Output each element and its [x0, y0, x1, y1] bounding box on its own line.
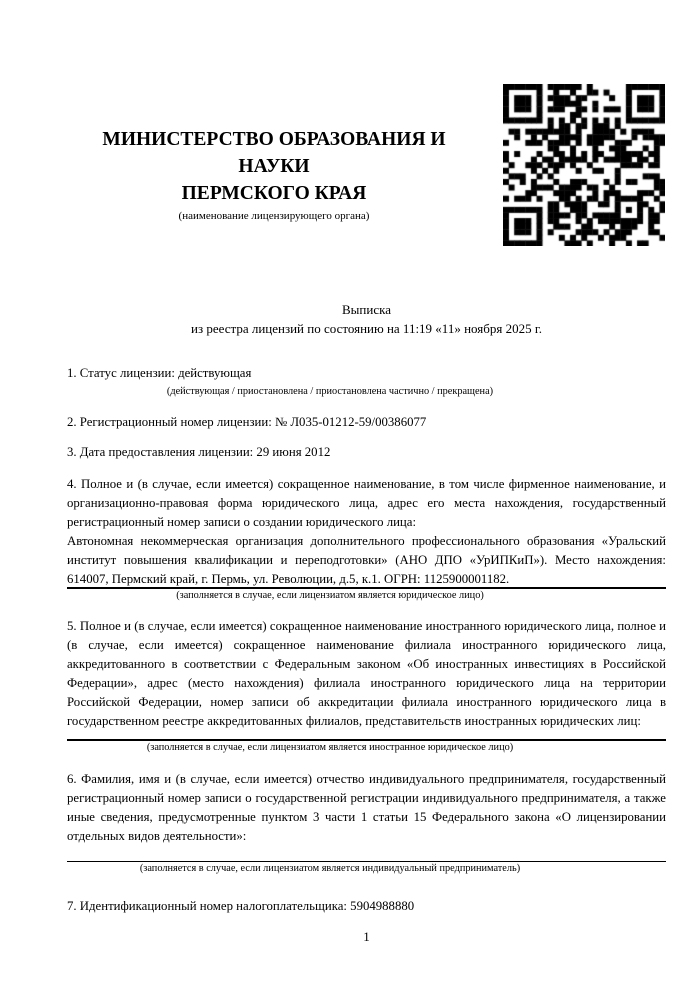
- ministry-name-line2: ПЕРМСКОГО КРАЯ: [181, 183, 367, 204]
- ministry-name: [67, 126, 481, 207]
- item-1-note: (действующая / приостановлена / приостановлена частично / прекращена): [166, 386, 494, 397]
- item-5-foreign-entity: [67, 617, 666, 755]
- item-7-taxpayer-number: 7. Идентификационный номер налогоплательщика: 5904988880: [67, 899, 415, 913]
- item-4-label: 4. Полное и (в случае, если имеется) сокращенное наименование, в том числе фирменное наименование, и организационно-правовая форма юридического лица, адрес его места нахождения, государственный регистрационный номер записи о создании юридического лица:: [67, 477, 666, 529]
- item-5-label: 5. Полное и (в случае, если имеется) сокращенное наименование иностранного юридического лица, полное и (в случае, если имеется) сокращенное наименование филиала иностранного юридического лица, аккредитованного в соответствии с Федеральным законом «Об иностранных инвестициях в Российской Федерации», адрес (место нахождения) филиала иностранного юридического лица на территории Российской Федерации, номер записи об аккредитации филиала иностранного юридического лица в государственном реестре аккредитованных филиалов, представительств иностранных юридических лиц:: [67, 619, 666, 728]
- page-number: 1: [363, 929, 370, 944]
- item-5-note: (заполняется в случае, если лицензиатом является иностранное юридическое лицо): [146, 742, 514, 753]
- item-3-grant-date: 3. Дата предоставления лицензии: 29 июня 2012: [67, 445, 331, 459]
- ministry-caption: (наименование лицензирующего органа): [178, 210, 370, 222]
- document-title-line2: из реестра лицензий по состоянию на 11:19 «11» ноября 2025 г.: [191, 321, 542, 336]
- item-6-individual-entrepreneur: [67, 770, 666, 876]
- item-4-value: Автономная некоммерческая организация дополнительного профессионального образования «Уральский институт повышения квалификации и переподготовки» (АНО ДПО «УрИПКиП»). Место нахождения: 614007, Пермский край, г. Пермь, ул. Революции, д.5, к.1. ОГРН: 1125900001182.: [67, 534, 666, 586]
- ministry-header: [67, 126, 481, 223]
- qr-code-icon: [503, 84, 665, 246]
- document-body: [67, 364, 666, 916]
- item-4-note: (заполняется в случае, если лицензиатом является юридическое лицо): [176, 590, 484, 601]
- item-2-registration-number: 2. Регистрационный номер лицензии: № Л035-01212-59/00386077: [67, 415, 427, 429]
- item-6-note: (заполняется в случае, если лицензиатом является индивидуальный предприниматель): [139, 863, 521, 874]
- qr-code-canvas: [503, 84, 665, 246]
- ministry-name-line1: МИНИСТЕРСТВО ОБРАЗОВАНИЯ И НАУКИ: [102, 129, 446, 177]
- item-1-license-status: 1. Статус лицензии: действующая: [67, 366, 252, 380]
- document-title: [67, 300, 666, 338]
- item-4-legal-entity: [67, 475, 666, 603]
- item-6-label: 6. Фамилия, имя и (в случае, если имеется) отчество индивидуального предпринимателя, государственный регистрационный номер записи о государственной регистрации индивидуального предпринимателя, а также иные сведения, предусмотренные пунктом 3 части 1 статьи 15 Федерального закона «О лицензировании отдельных видов деятельности»:: [67, 772, 666, 843]
- document-title-line1: Выписка: [342, 302, 391, 317]
